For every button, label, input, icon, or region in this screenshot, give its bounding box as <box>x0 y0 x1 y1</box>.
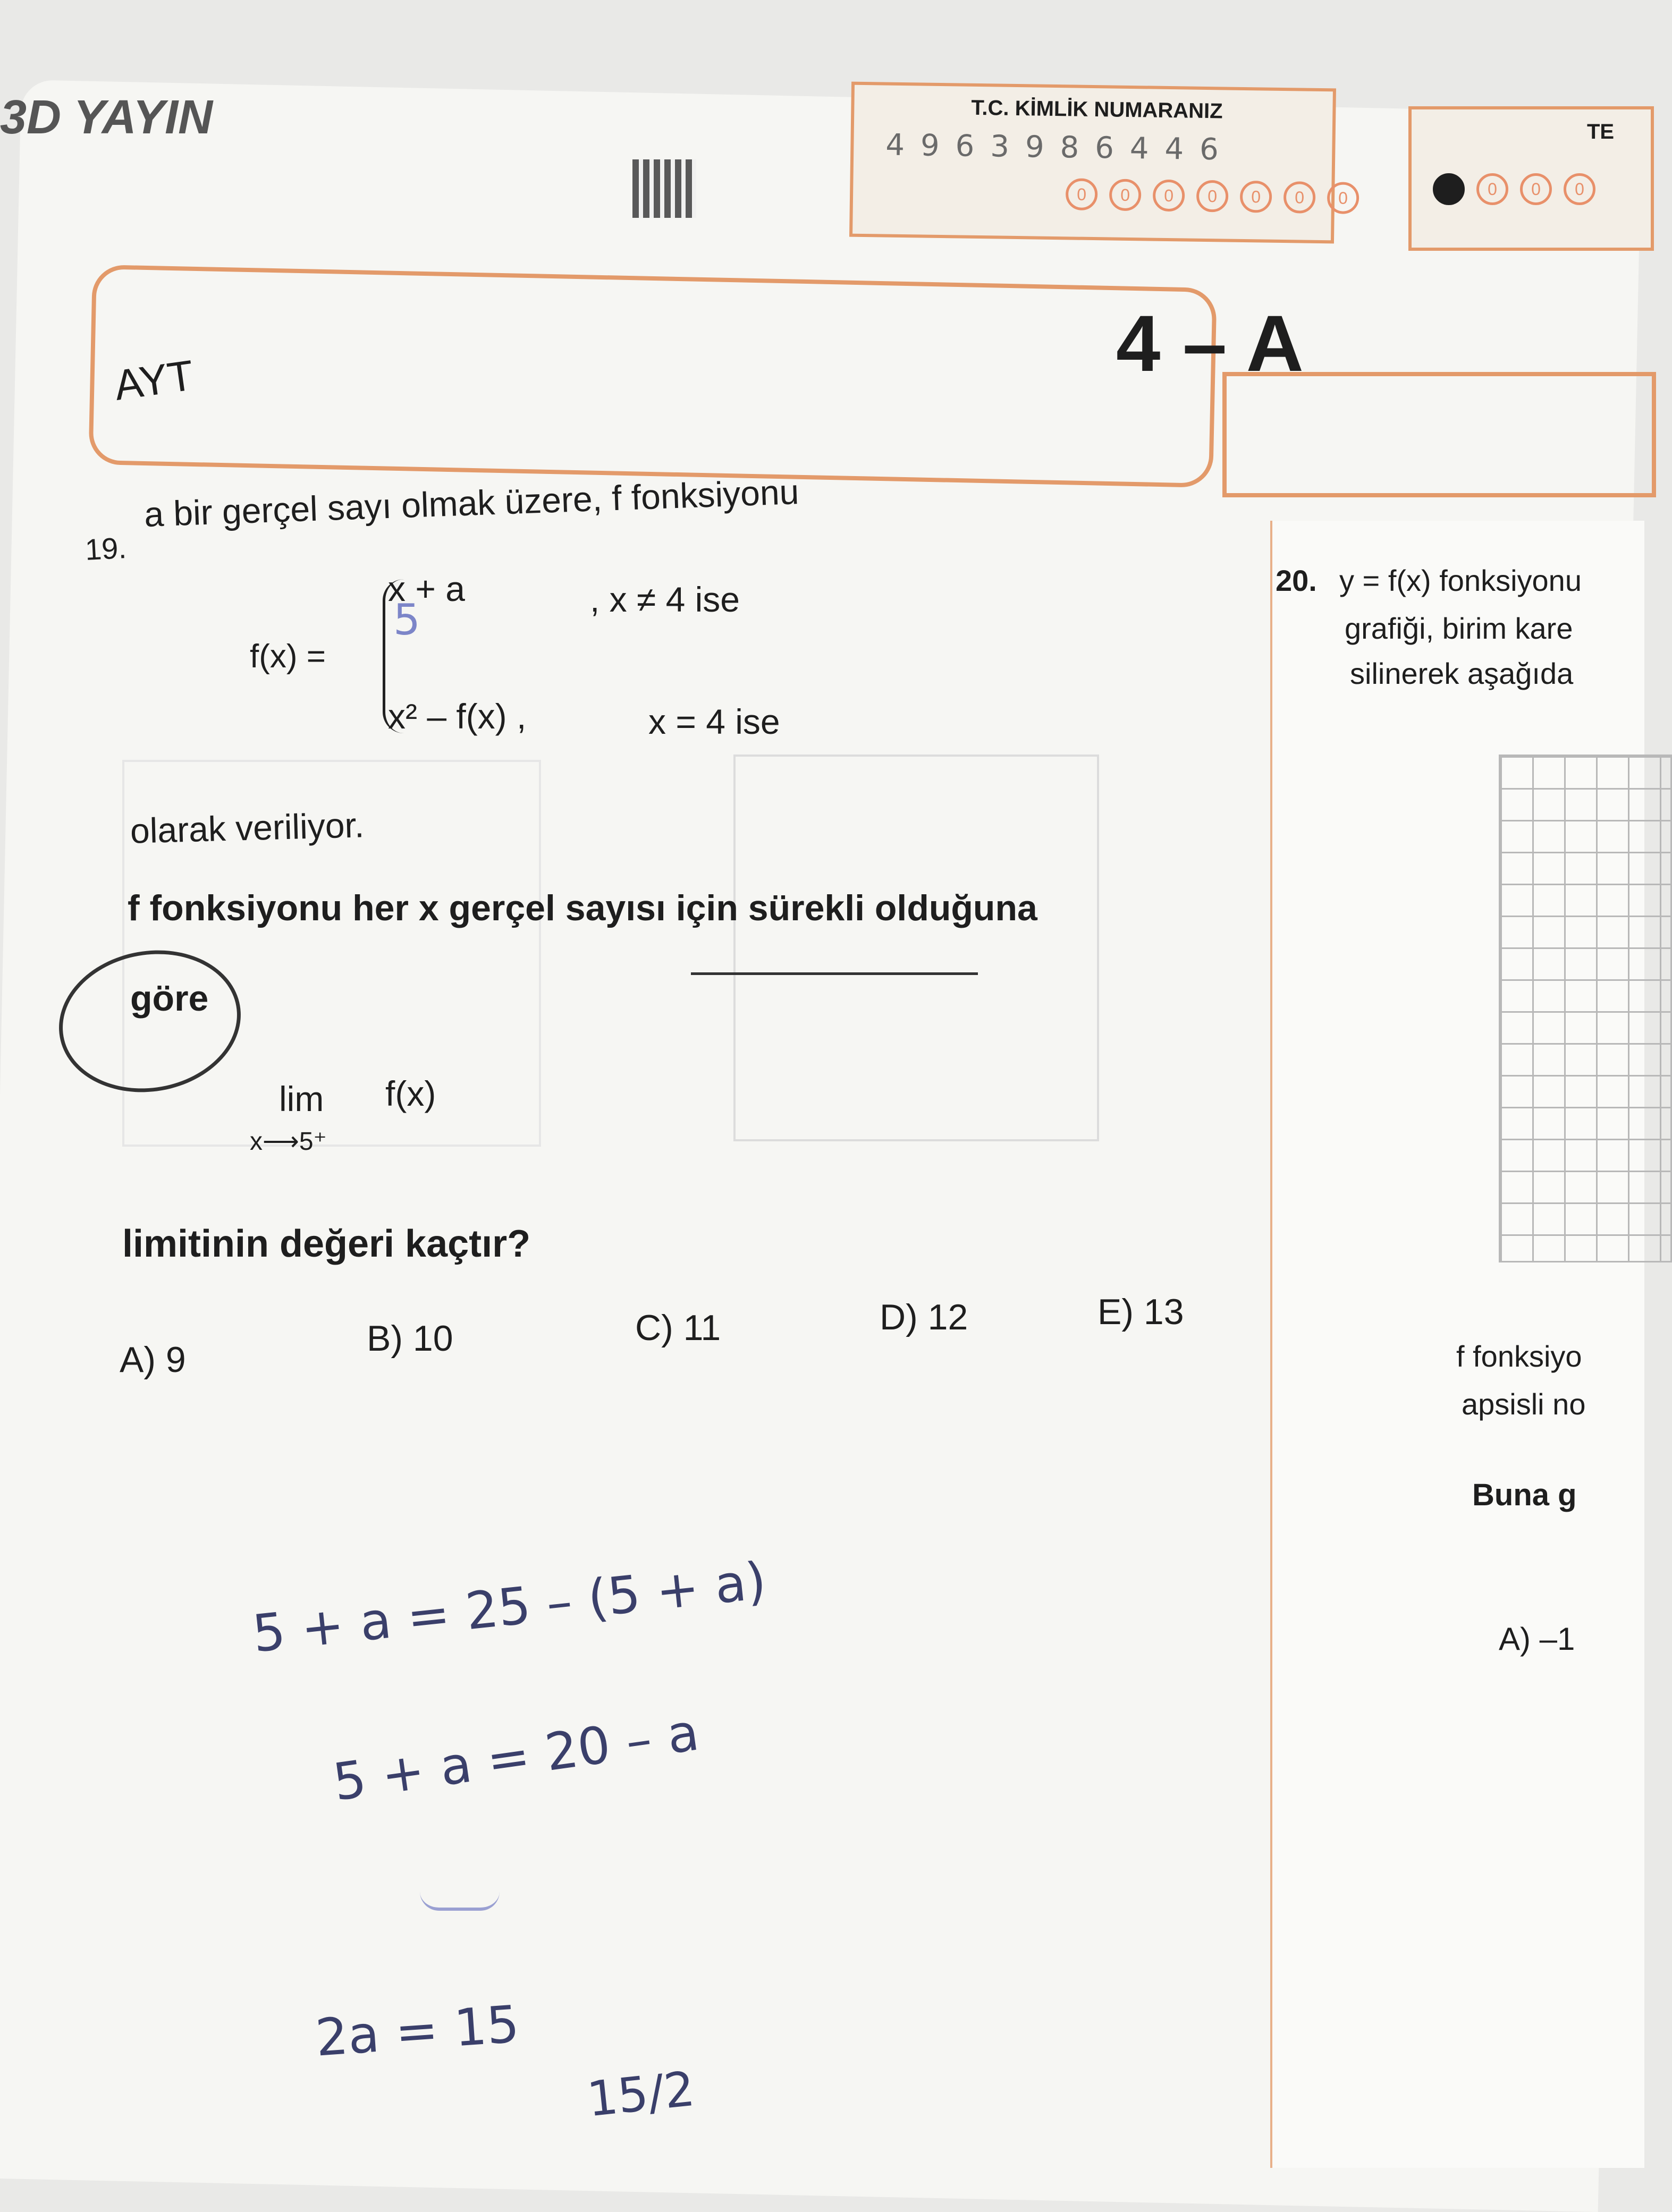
case2-condition: x = 4 ise <box>648 702 780 741</box>
handwritten-mark-under-x: 5 <box>393 595 420 645</box>
id-number-box <box>849 82 1348 244</box>
choice-b[interactable]: B) 10 <box>367 1318 453 1359</box>
handwritten-underline <box>420 1892 500 1911</box>
question-20-line-5: apsisli no <box>1462 1387 1586 1421</box>
answer-bubble[interactable]: 0 <box>1196 180 1229 213</box>
booklet-code-box <box>1408 106 1654 251</box>
id-bubble-row <box>1066 178 1359 214</box>
question-19-number: 19. <box>84 531 128 566</box>
continuity-text: f fonksiyonu her x gerçel sayısı için sürekli olduğuna <box>128 888 1037 928</box>
booklet-code: 4 – A <box>1116 299 1304 388</box>
publisher-name: 3D YAYIN <box>0 91 213 144</box>
choice-c[interactable]: C) 11 <box>635 1308 721 1348</box>
booklet-box-title: TE <box>1587 120 1615 143</box>
filled-bubble[interactable] <box>1433 173 1465 205</box>
question-20-line-3: silinerek aşağıda <box>1350 657 1574 690</box>
answer-bubble[interactable]: 0 <box>1066 178 1098 210</box>
publisher-logo <box>0 90 213 145</box>
id-box-title: T.C. KİMLİK NUMARANIZ <box>971 96 1223 123</box>
header-right-box <box>1222 372 1656 497</box>
handwritten-underline <box>691 972 978 975</box>
handwritten-line-3: 2a = 15 <box>314 1994 521 2068</box>
limit-function: f(x) <box>385 1074 436 1113</box>
header-band <box>88 265 1217 488</box>
choice-e[interactable]: E) 13 <box>1097 1292 1184 1332</box>
answer-bubble[interactable]: 0 <box>1240 181 1272 213</box>
function-label: f(x) = <box>250 638 326 675</box>
qr-code-icon <box>632 159 696 218</box>
exam-label: AYT <box>111 351 197 409</box>
question-20-number: 20. <box>1276 564 1317 597</box>
choice-a[interactable]: A) 9 <box>120 1340 186 1380</box>
id-handwritten-digits: 4963986446 <box>885 128 1235 167</box>
answer-bubble[interactable]: 0 <box>1564 173 1595 205</box>
handwritten-line-4: 15/2 <box>585 2061 697 2128</box>
gore-text: göre <box>130 978 209 1019</box>
question-20-line-1: y = f(x) fonksiyonu <box>1339 564 1582 597</box>
answer-bubble[interactable]: 0 <box>1327 182 1359 214</box>
question-19-stem: a bir gerçel sayı olmak üzere, f fonksiyonu <box>143 471 800 534</box>
question-20-line-4: f fonksiyo <box>1456 1340 1582 1373</box>
question-20-line-2: grafiği, birim kare <box>1345 612 1573 645</box>
booklet-bubble-row <box>1433 173 1595 205</box>
question-20-choice-a[interactable]: A) –1 <box>1499 1621 1575 1657</box>
handwritten-line-2: 5 + a = 20 – a <box>330 1702 703 1812</box>
given-text: olarak veriliyor. <box>130 805 365 851</box>
answer-bubble[interactable]: 0 <box>1283 181 1316 214</box>
answer-bubble[interactable]: 0 <box>1520 173 1552 205</box>
answer-bubble[interactable]: 0 <box>1109 179 1142 211</box>
case1-expression: x + a <box>388 569 465 608</box>
answer-bubble[interactable]: 0 <box>1153 180 1185 212</box>
limit-subscript: x⟶5⁺ <box>250 1128 327 1156</box>
grid-figure <box>1499 755 1672 1262</box>
question-20-line-6: Buna g <box>1472 1478 1577 1512</box>
case2-expression: x² – f(x) , <box>388 697 527 736</box>
question-19-prompt: limitinin değeri kaçtır? <box>122 1223 531 1265</box>
faint-background-graph <box>733 755 1099 1141</box>
limit-symbol: lim <box>279 1079 324 1118</box>
handwritten-line-1: 5 + a = 25 – (5 + a) <box>250 1550 769 1664</box>
case1-condition: , x ≠ 4 ise <box>590 580 740 619</box>
choice-d[interactable]: D) 12 <box>880 1297 968 1337</box>
answer-bubble[interactable]: 0 <box>1476 173 1508 205</box>
